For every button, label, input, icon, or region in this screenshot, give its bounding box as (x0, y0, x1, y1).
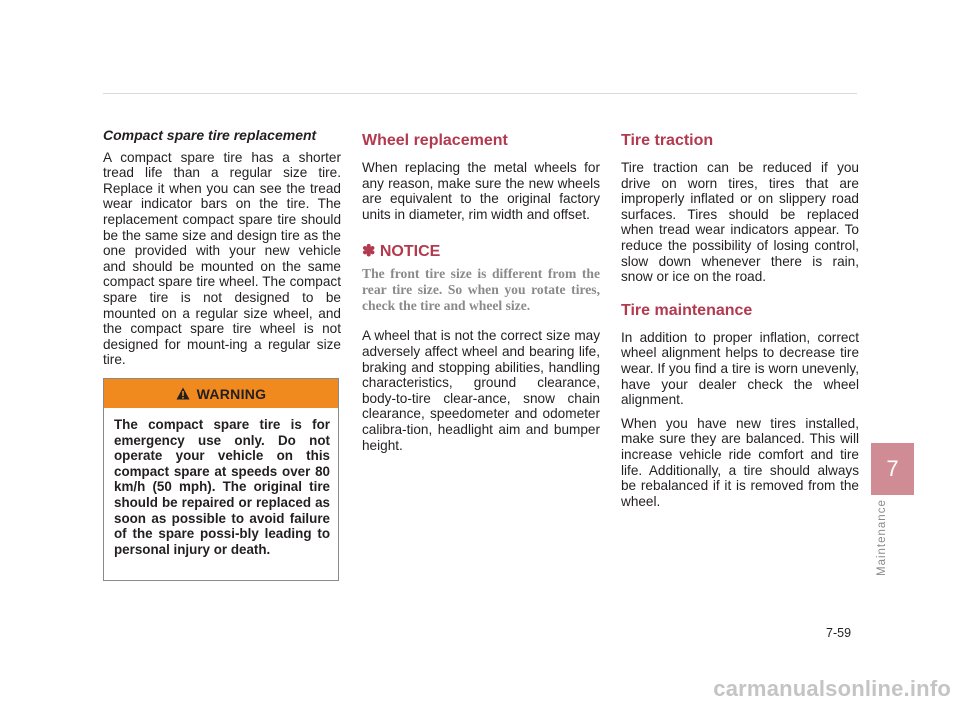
tire-maintenance-paragraph-1: In addition to proper inflation, correct wheel alignment helps to decrease tire wear. If you find a tire is worn unevenly, have your dealer check the wheel alignment. (621, 329, 859, 408)
tire-maintenance-paragraph-2: When you have new tires installed, make sure they are balanced. This will increase vehicle ride comfort and tire life. Additionally, a tire should always be rebalanced if it is removed from the wheel. (621, 415, 859, 509)
column-2 (362, 128, 600, 461)
column-3 (621, 128, 859, 517)
tire-traction-heading: Tire traction (621, 132, 714, 149)
tire-traction-paragraph: Tire traction can be reduced if you drive on worn tires, tires that are improperly inflated or on slippery road surfaces. Tires should be replaced when tread wear indicators appear. To reduce the possibility of losing control, slow down whenever there is rain, snow or ice on the road. (621, 160, 859, 285)
wheel-replacement-heading: Wheel replacement (362, 132, 508, 149)
notice-body: The front tire size is different from the rear tire size. So when you rotate tires, check the tire and wheel size. (362, 266, 600, 314)
chapter-tab: 7 (871, 443, 914, 495)
chapter-name: Maintenance (876, 499, 888, 576)
compact-spare-heading: Compact spare tire replacement (103, 127, 317, 143)
notice-heading: ✽ NOTICE (362, 243, 441, 261)
warning-header (104, 379, 338, 408)
warning-triangle-icon (176, 387, 190, 400)
header-rule (103, 93, 857, 94)
warning-box (103, 378, 339, 581)
wheel-replacement-paragraph: When replacing the metal wheels for any reason, make sure the new wheels are equivalent to the original factory units in diameter, rim width and offset. (362, 160, 600, 222)
watermark: carmanualsonline.info (713, 676, 951, 701)
column-1 (103, 128, 341, 376)
wrong-wheel-paragraph: A wheel that is not the correct size may adversely affect wheel and bearing life, braking and stopping abilities, handling characteristics, ground clearance, body-to-tire clear-ance, snow chain clearance, speedometer and odometer calibra-tion, headlight aim and bumper height. (362, 328, 600, 453)
page-number: 7-59 (826, 626, 852, 640)
compact-spare-paragraph: A compact spare tire has a shorter tread life than a regular size tire. Replace it when you can see the tread wear indicator bars on the tire. The replacement compact spare tire should be the same size and design tire as the one provided with your new vehicle and should be mounted on the same compact spare tire wheel. The compact spare tire is not designed to be mounted on a regular size wheel, and the compact spare tire wheel is not designed for mount-ing a regular size tire. (103, 149, 341, 368)
warning-text: The compact spare tire is for emergency use only. Do not operate your vehicle on this compact spare at speeds over 80 km/h (50 mph). The original tire should be repaired or replaced as soon as possible to avoid failure of the spare possi-bly leading to personal injury or death. (114, 417, 330, 557)
tire-maintenance-heading: Tire maintenance (621, 301, 753, 319)
warning-label: WARNING (196, 385, 267, 402)
